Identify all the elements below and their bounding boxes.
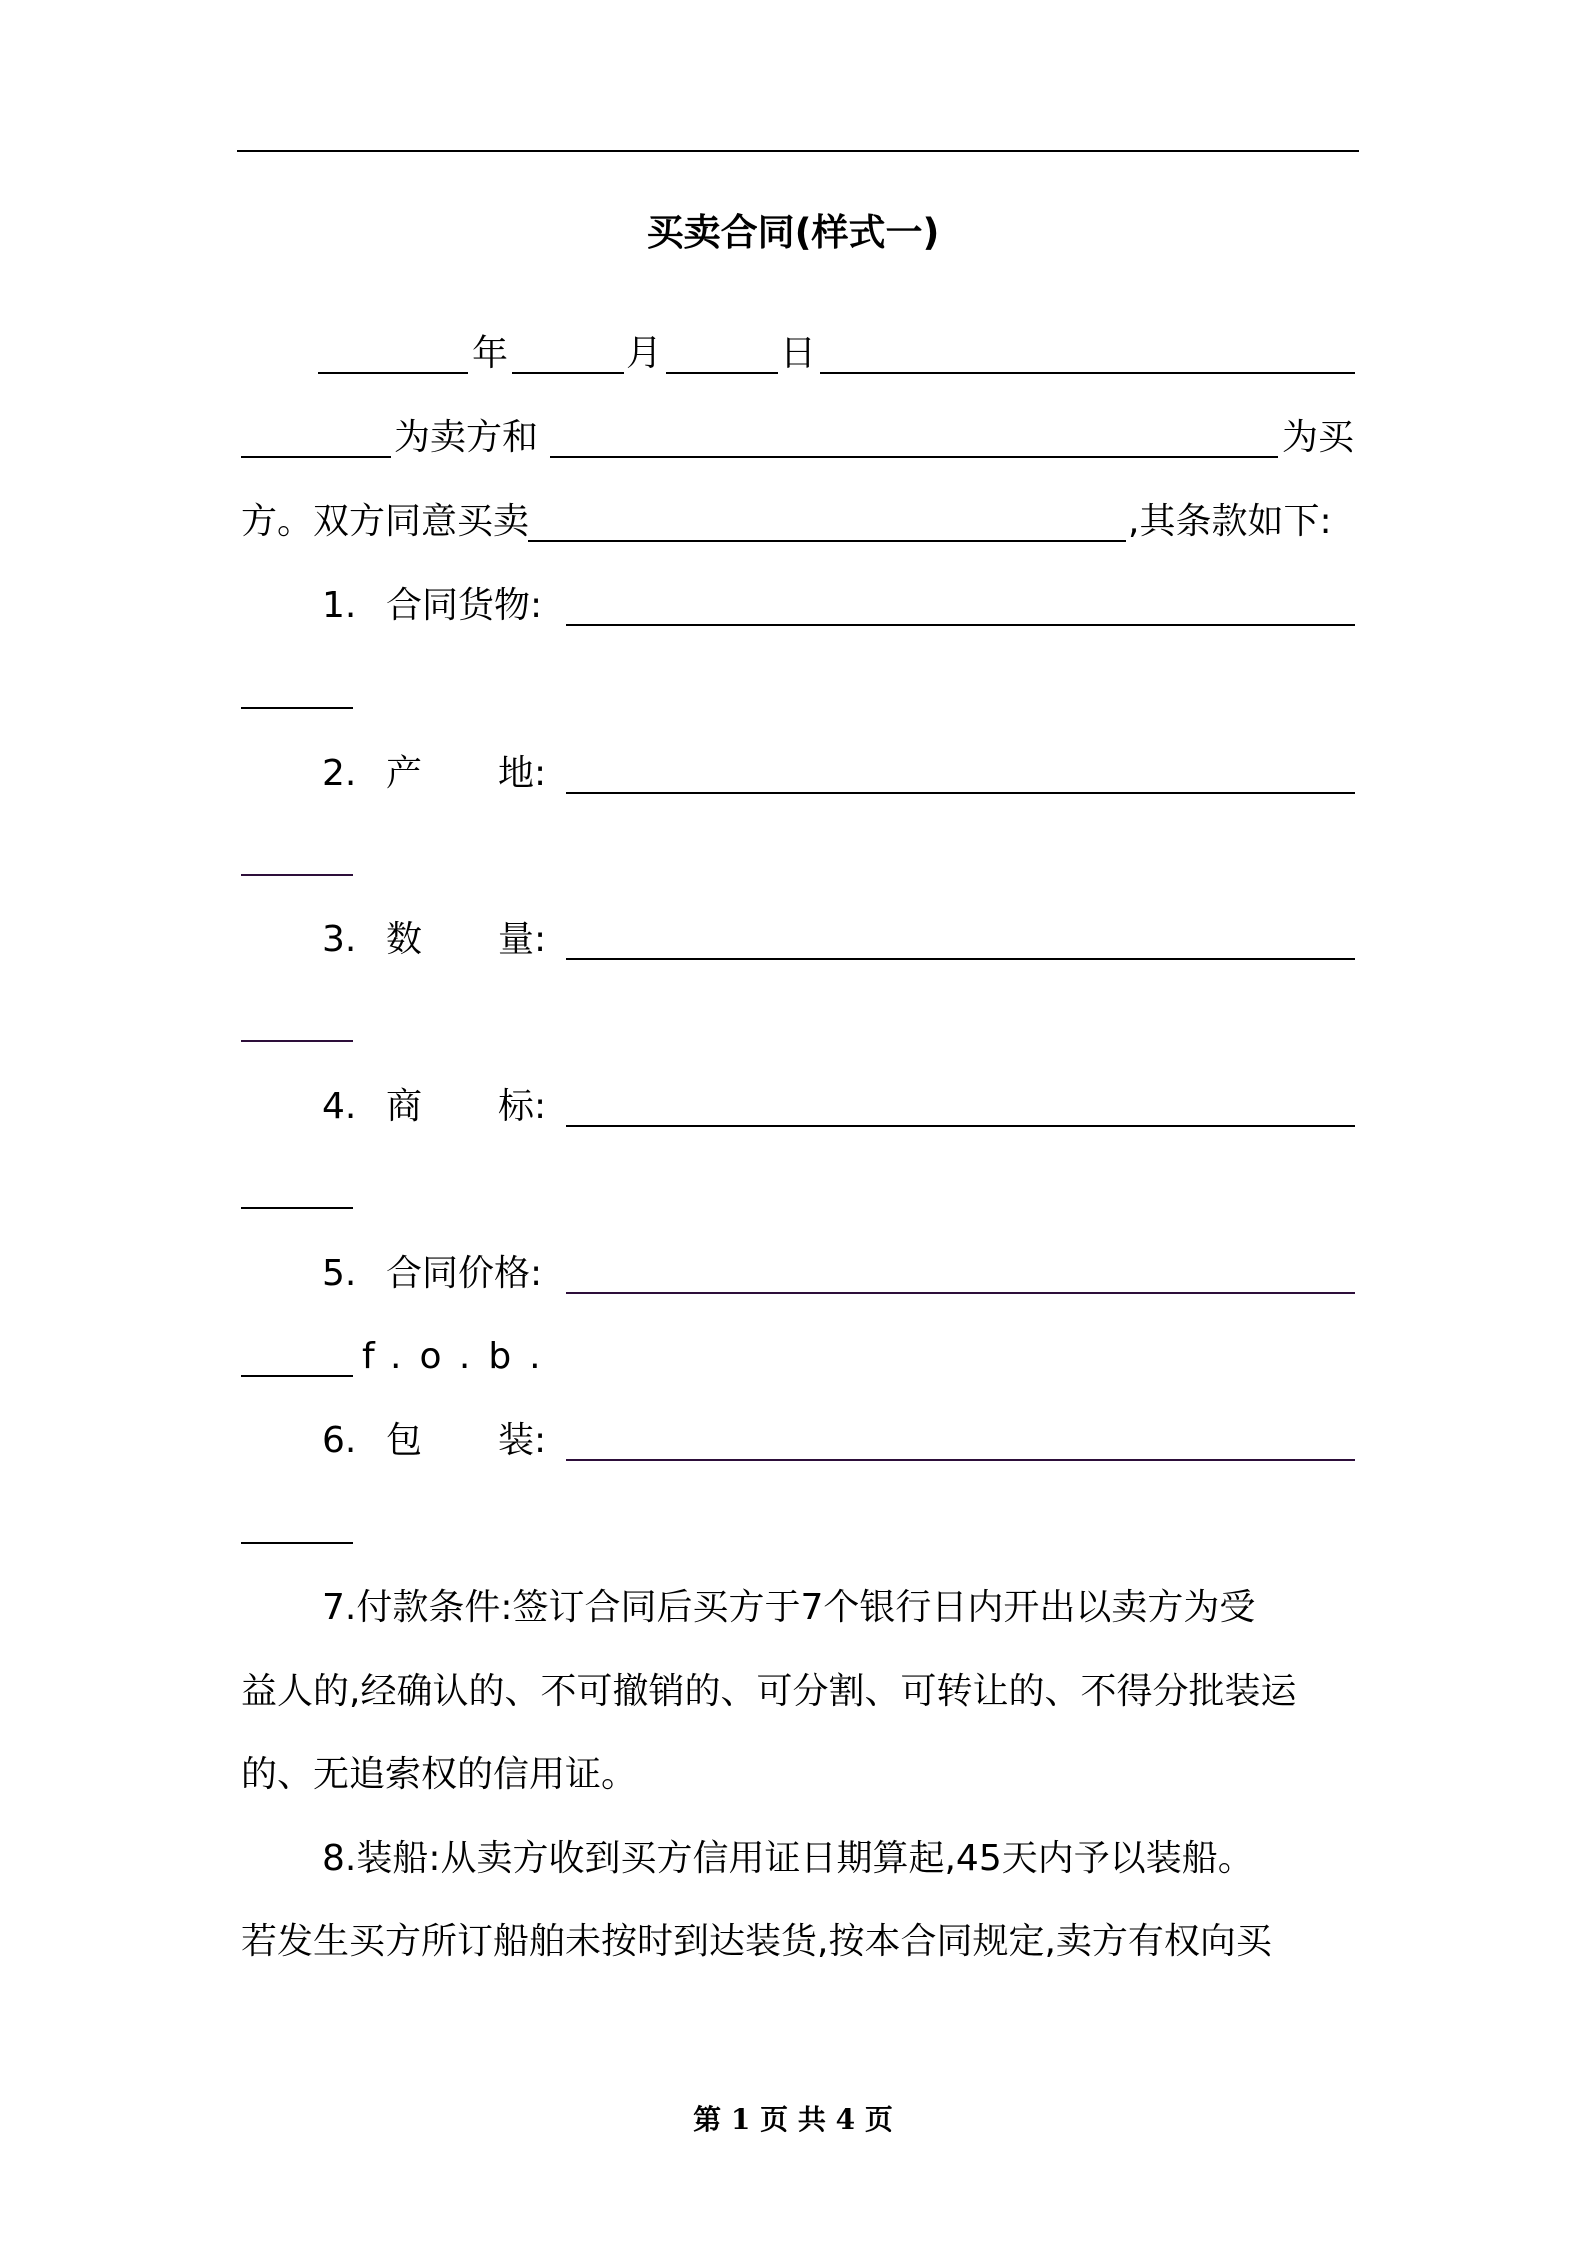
clause-6-label: 包 [386, 1420, 423, 1461]
header-rule [237, 150, 1359, 152]
fob-text: f.o.b. [362, 1336, 559, 1377]
clause-6-blank [566, 1459, 1355, 1461]
clause-1-blank-cont [241, 707, 353, 709]
clause-4-blank-cont [241, 1207, 353, 1209]
clause-6-number: 6. [322, 1420, 357, 1461]
seller-suffix: 为卖方和 [394, 417, 539, 458]
year-label: 年 [472, 333, 509, 374]
clause-3-label-end: 量: [498, 919, 547, 960]
clause-2-label-end: 地: [498, 753, 547, 794]
clause-6-blank-cont [241, 1542, 353, 1544]
clause-1-number: 1. [322, 585, 357, 626]
clause-6-label-end: 装: [498, 1420, 547, 1461]
clause-2-label: 产 [386, 753, 423, 794]
clause-2-blank [566, 792, 1355, 794]
clause-1-label: 合同货物: [386, 585, 543, 626]
document-title: 买卖合同(样式一) [646, 211, 940, 254]
date-trailing-blank [820, 372, 1355, 374]
day-blank [666, 372, 778, 374]
clause-5-number: 5. [322, 1253, 357, 1294]
clause-2-number: 2. [322, 753, 357, 794]
clause-4-number: 4. [322, 1086, 357, 1127]
buyer-blank [550, 456, 1278, 458]
clause-8-line-1: 8.装船:从卖方收到买方信用证日期算起,45天内予以装船。 [322, 1838, 1254, 1879]
clause-7-line-3: 的、无追索权的信用证。 [241, 1754, 638, 1795]
goods-blank [528, 540, 1126, 542]
clause-3-number: 3. [322, 919, 357, 960]
clause-4-label: 商 [386, 1086, 423, 1127]
buyer-suffix: 为买 [1282, 417, 1355, 458]
year-blank [318, 372, 468, 374]
clause-3-blank-cont [241, 1040, 353, 1042]
month-label: 月 [626, 333, 663, 374]
agreement-prefix: 方。双方同意买卖 [241, 501, 530, 542]
clause-7-line-1: 7.付款条件:签订合同后买方于7个银行日内开出以卖方为受 [322, 1587, 1256, 1628]
clause-2-blank-cont [241, 874, 353, 876]
agreement-suffix: ,其条款如下: [1128, 501, 1332, 542]
clause-5-blank [566, 1292, 1355, 1294]
page-number: 第 1 页 共 4 页 [693, 2103, 893, 2136]
clause-5-label: 合同价格: [386, 1253, 543, 1294]
seller-blank [241, 456, 391, 458]
month-blank [512, 372, 624, 374]
clause-8-line-2: 若发生买方所订船舶未按时到达装货,按本合同规定,卖方有权向买 [241, 1921, 1272, 1962]
clause-7-line-2: 益人的,经确认的、不可撤销的、可分割、可转让的、不得分批装运 [241, 1671, 1297, 1712]
clause-5-blank-cont [241, 1375, 353, 1377]
clause-1-blank [566, 624, 1355, 626]
clause-3-label: 数 [386, 919, 423, 960]
clause-4-label-end: 标: [498, 1086, 547, 1127]
day-label: 日 [780, 333, 817, 374]
clause-4-blank [566, 1125, 1355, 1127]
clause-3-blank [566, 958, 1355, 960]
